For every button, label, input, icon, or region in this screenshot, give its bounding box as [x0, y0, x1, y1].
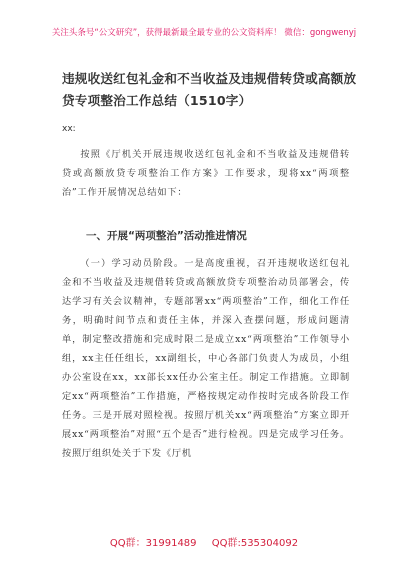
body-paragraph: （一）学习动员阶段。一是高度重视，召开违规收送红包礼金和不当收益及违规借转贷或高额放贷专项整治动员部署会，传达学习有关会议精神，专题部署xx“两项整治”工作，细化工作任务，明确时间节点和责任主体，并深入查摆问题，形成问题清单，制定整改措施和完成时限二是成立xx“两项整治”工作领导小组，xx主任任组长，xx副组长，中心各部门负责人为成员，小组办公室设在xx，xx部长xx任办公室主任。制定工作措施。立即制定xx“两项整治”工作措施，严格按规定动作按时完成各阶段工作任务。三是开展对照检视。按照厅机关xx“两项整治”方案立即开展xx“两项整治”对照“五个是否”进行检视。四是完成学习任务。按照厅组织处关于下发《厅机 — [62, 258, 350, 459]
footer-contact — [0, 534, 408, 549]
header-banner: 关注头条号“公文研究”，获得最新最全最专业的公文资料库！ 微信：gongwenyj — [51, 28, 357, 38]
footer-qq-group-1: QQ群：31991489 — [109, 538, 197, 549]
section-heading: 一、开展“两项整治”活动推进情况 — [86, 230, 247, 242]
salutation: xx: — [62, 124, 76, 134]
intro-paragraph: 按照《厅机关开展违规收送红包礼金和不当收益及违规借转贷或高额放贷专项整治工作方案》工作要求，现将xx“两项整治”工作开展情况总结如下： — [62, 149, 350, 198]
document-title: 违规收送红包礼金和不当收益及违规借转贷或高额放贷专项整治工作总结（1510字） — [62, 71, 357, 108]
footer-qq-group-2: QQ群:535304092 — [211, 538, 299, 549]
